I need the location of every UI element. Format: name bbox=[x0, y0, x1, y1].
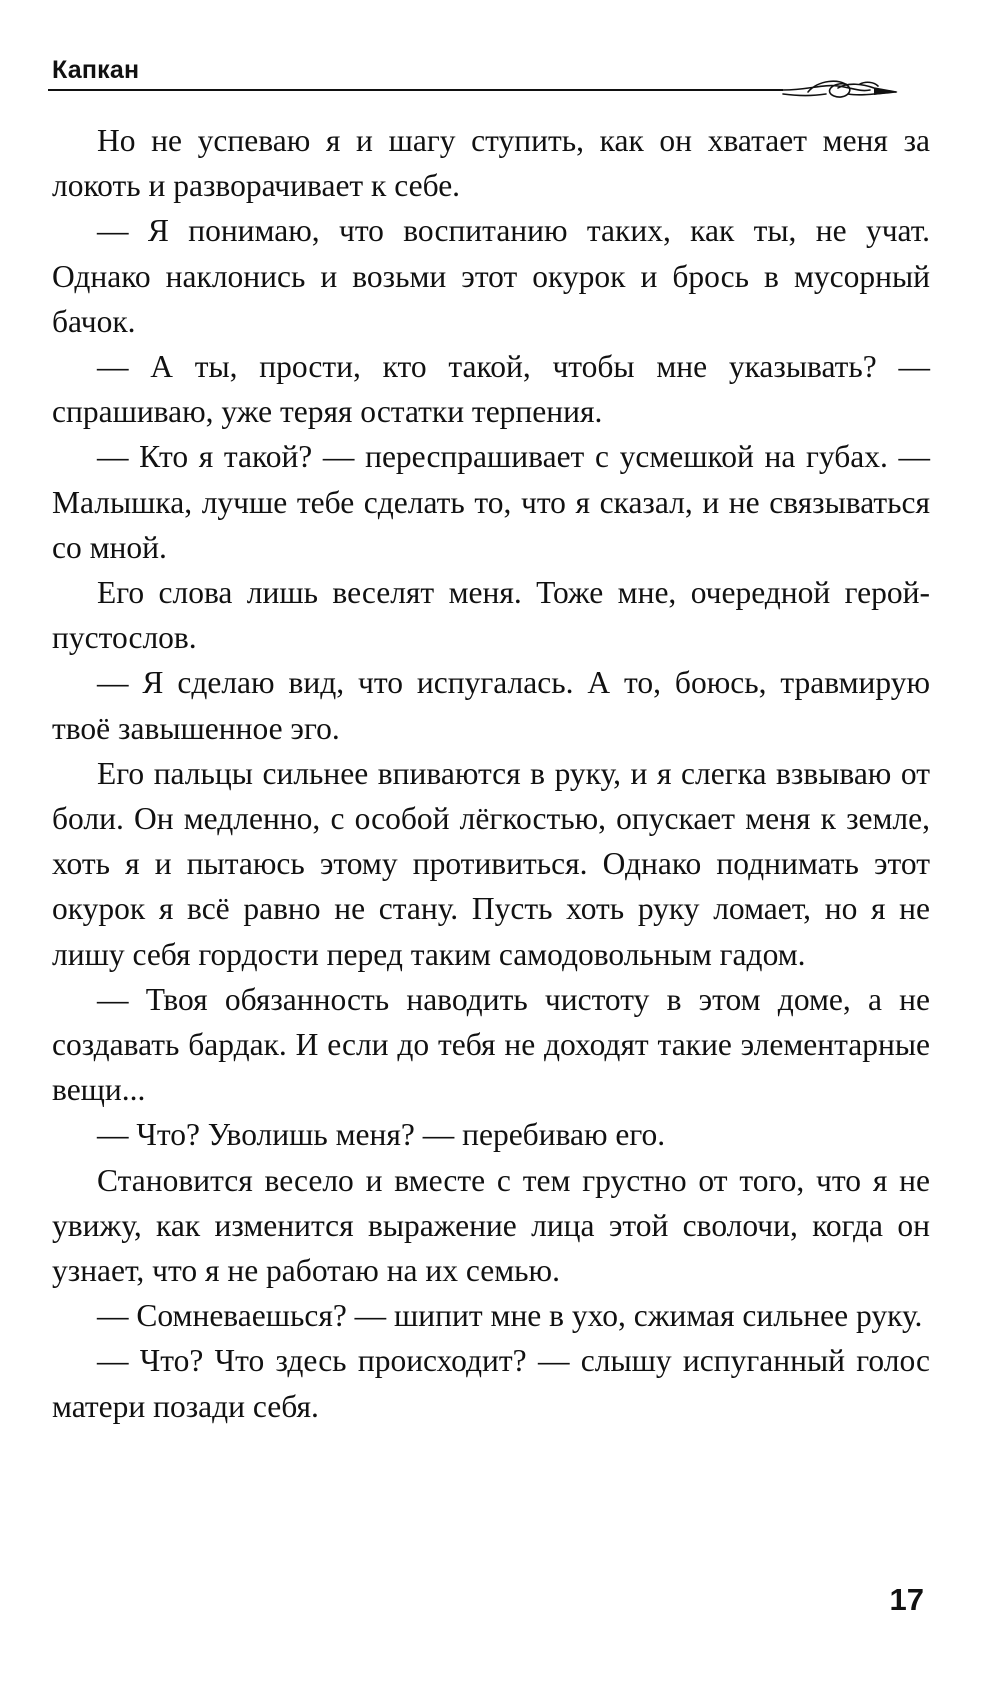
running-title: Капкан bbox=[52, 56, 140, 84]
paragraph: Его пальцы сильнее впиваются в руку, и я слегка взвываю от боли. Он медленно, с особой лёгкостью, опускает меня к земле, хоть я и пытаюсь этому противиться. Однако поднимать этот окурок я всё равно не стану. Пусть хоть руку ломает, но я не лишу себя гордости перед таким самодовольным гадом. bbox=[52, 755, 930, 972]
swash-tip bbox=[874, 88, 898, 95]
paragraph: — Что? Что здесь происходит? — слышу испуганный голос матери позади себя. bbox=[52, 1343, 930, 1424]
paragraph: — Что? Уволишь меня? — перебиваю его. bbox=[97, 1117, 666, 1153]
body-text bbox=[52, 118, 930, 1429]
paragraph: Становится весело и вместе с тем грустно от того, что я не увижу, как изменится выражение лица этой сволочи, когда он узнает, что я не работаю на их семью. bbox=[52, 1162, 930, 1289]
page-number: 17 bbox=[889, 1582, 924, 1617]
paragraph: — Я сделаю вид, что испугалась. А то, боюсь, травмирую твоё завышенное эго. bbox=[52, 665, 930, 746]
header-rule bbox=[48, 78, 930, 118]
paragraph: — Твоя обязанность наводить чистоту в этом доме, а не создавать бардак. И если до тебя не доходят такие элементарные вещи... bbox=[52, 981, 930, 1108]
paragraph: — Сомневаешься? — шипит мне в ухо, сжимая сильнее руку. bbox=[97, 1298, 923, 1334]
paragraph: — Я понимаю, что воспитанию таких, как ты, не учат. Однако наклонись и возьми этот окурок и брось в мусорный бачок. bbox=[52, 213, 930, 339]
paragraph: — А ты, прости, кто такой, чтобы мне указывать? — спрашиваю, уже теряя остатки терпения. bbox=[52, 349, 930, 430]
paragraph: Но не успеваю я и шагу ступить, как он хватает меня за локоть и разворачивает к себе. bbox=[52, 123, 930, 204]
paragraph: — Кто я такой? — переспрашивает с усмешкой на губах. — Малышка, лучше тебе сделать то, что я сказал, и не связываться со мной. bbox=[52, 439, 930, 565]
paragraph: Его слова лишь веселят меня. Тоже мне, очередной герой-пустослов. bbox=[52, 575, 930, 656]
